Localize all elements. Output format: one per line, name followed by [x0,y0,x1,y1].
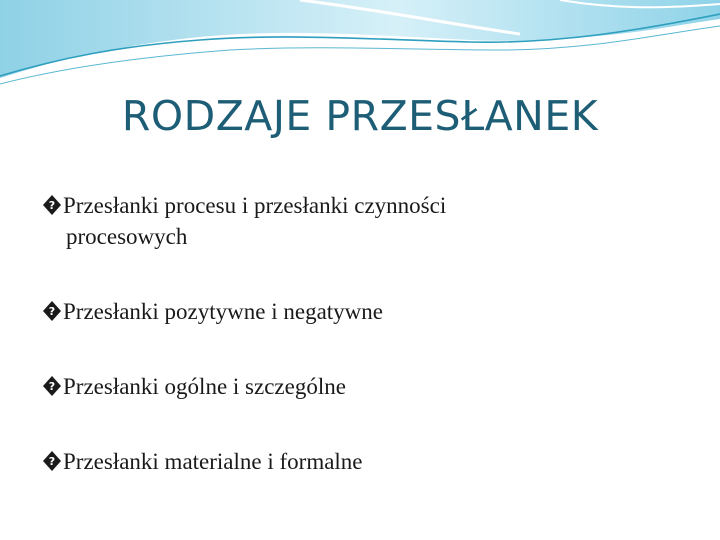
bullet-text-line: procesowych [66,224,188,249]
svg-text:?: ? [48,199,56,212]
bullet-text-line: Przesłanki procesu i przesłanki czynności [63,193,447,218]
bullet-list [42,190,692,477]
bullet-item [42,371,692,402]
bullet-item [42,190,692,252]
unrenderable-glyph-icon [42,450,62,472]
unrenderable-glyph-icon [42,194,62,216]
bullet-item [42,296,692,327]
bullet-text: Przesłanki materialne i formalne [63,449,363,474]
header-wave-decoration [0,0,720,90]
bullet-item [42,446,692,477]
bullet-text [62,190,446,252]
bullet-text: Przesłanki ogólne i szczególne [63,374,346,399]
bullet-text: Przesłanki pozytywne i negatywne [63,299,383,324]
slide-title: RODZAJE PRZESŁANEK [121,92,599,140]
svg-text:?: ? [48,305,56,318]
svg-text:?: ? [48,455,56,468]
svg-text:?: ? [48,380,56,393]
unrenderable-glyph-icon [42,300,62,322]
unrenderable-glyph-icon [42,375,62,397]
